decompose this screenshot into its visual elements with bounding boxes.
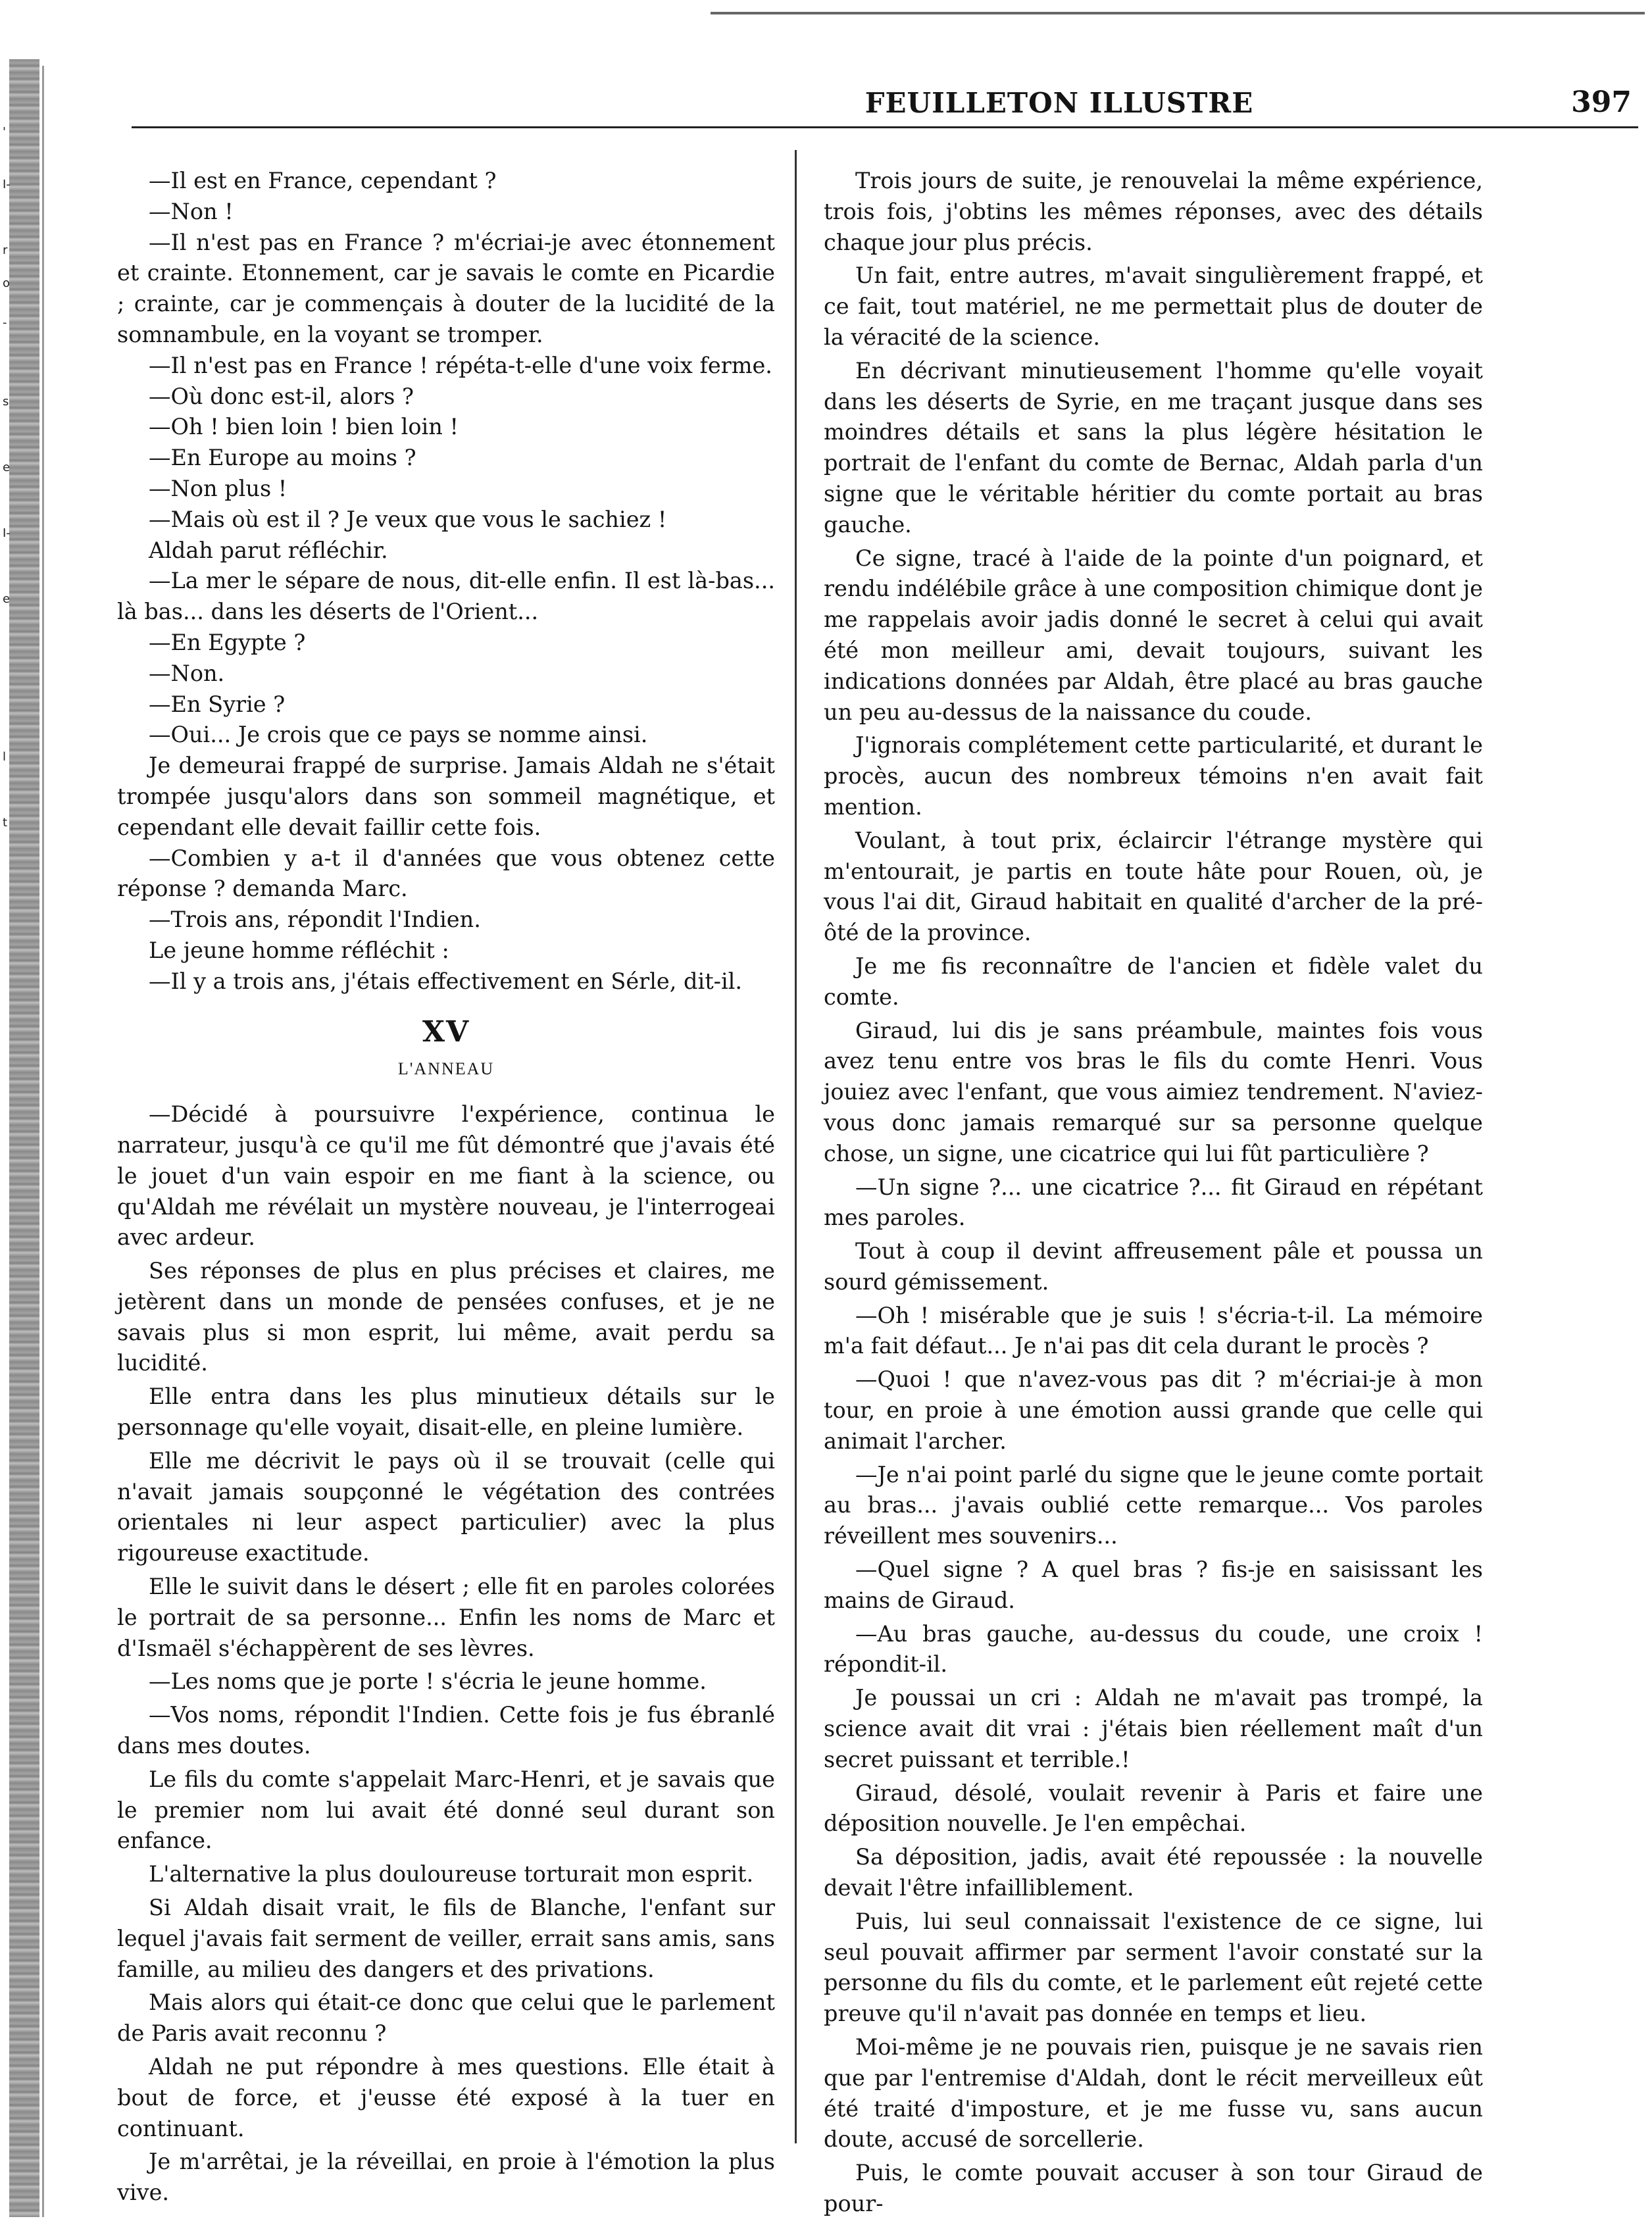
paragraph: —En Syrie ? — [149, 691, 286, 717]
column-divider — [795, 150, 797, 2143]
paragraph: L'alternative la plus douloureuse torturait mon esprit. — [149, 1861, 754, 1887]
paragraph: Le jeune homme réfléchit : — [149, 937, 449, 963]
paragraph: —Non. — [149, 660, 225, 686]
paragraph: Moi-même je ne pouvais rien, puisque je ne savais rien que par l'entremise d'Aldah, dont le récit merveilleux eût été traité d'imposture, et je me fusse vu, sans aucun doute, accusé de sorcellerie. — [824, 2034, 1483, 2153]
paragraph: Aldah parut réfléchir. — [149, 537, 388, 563]
paragraph: Puis, lui seul connaissait l'existence de ce signe, lui seul pouvait affirmer par serment l'avoir constaté sur la personne du fils du comte, et le parlement eût rejeté cette preuve qu'il n'avait pas donnée en temps et lieu. — [824, 1908, 1483, 2027]
paragraph: Giraud, désolé, voulait revenir à Paris et faire une déposition nouvelle. Je l'en empêchai. — [824, 1780, 1483, 1837]
paragraph: Un fait, entre autres, m'avait singulièrement frappé, et ce fait, tout matériel, ne me permettait plus de douter de la véracité de la science. — [824, 262, 1483, 350]
paragraph: En décrivant minutieusement l'homme qu'elle voyait dans les déserts de Syrie, en me traçant jusque dans ses moindres détails et sans la plus légère hésitation le portrait de l'enfant du comte de Bernac, Aldah parla d'un signe que le véritable héritier du comte portait au bras gauche. — [824, 357, 1483, 537]
paragraph: —Non ! — [149, 198, 234, 224]
paragraph: Je demeurai frappé de surprise. Jamais Aldah ne s'était trompée jusqu'alors dans son sommeil magnétique, et cependant elle devait faillir cette fois. — [117, 753, 775, 840]
margin-mark: - — [3, 316, 7, 330]
paragraph: —Non plus ! — [149, 475, 288, 501]
paragraph: —Trois ans, répondit l'Indien. — [149, 907, 481, 933]
paragraph: Je m'arrêtai, je la réveillai, en proie à l'émotion la plus vive. — [117, 2149, 775, 2206]
margin-mark: l — [3, 750, 7, 764]
margin-mark: I- — [3, 526, 11, 540]
paragraph: Elle entra dans les plus minutieux détails sur le personnage qu'elle voyait, disait-elle, en pleine lumière. — [117, 1384, 775, 1441]
paragraph: Elle le suivit dans le désert ; elle fit en paroles colorées le portrait de sa personne... Enfin les noms de Marc et d'Ismaël s'échappèrent de ses lèvres. — [117, 1574, 775, 1661]
paragraph: Le fils du comte s'appelait Marc-Henri, et je savais que le premier nom lui avait été donné seul durant son enfance. — [117, 1766, 775, 1854]
margin-mark: t — [3, 816, 8, 830]
paragraph: —Les noms que je porte ! s'écria le jeune homme. — [149, 1668, 707, 1695]
binding-edge — [9, 59, 39, 2217]
paragraph: —La mer le sépare de nous, dit-elle enfin. Il est là-bas... là bas... dans les déserts de l'Orient... — [117, 568, 775, 625]
margin-mark: ' — [3, 125, 6, 139]
top-rule — [711, 12, 1645, 14]
margin-mark: e — [3, 461, 11, 474]
paragraph: —Oh ! misérable que je suis ! s'écria-t-il. La mémoire m'a fait défaut... Je n'ai pas dit cela durant le procès ? — [824, 1302, 1483, 1359]
page-title: FEUILLETON ILLUSTRE — [864, 87, 1254, 119]
page-header — [132, 80, 1638, 128]
binding-line — [42, 66, 44, 2217]
paragraph: Voulant, à tout prix, éclaircir l'étrange mystère qui m'entourait, je partis en toute hâte pour Rouen, où, je vous l'ai dit, Giraud habitait en qualité d'archer de la pré-ôté de la province. — [824, 827, 1483, 946]
left-column — [117, 166, 775, 2211]
paragraph: Elle me décrivit le pays où il se trouvait (celle qui n'avait jamais soupçonné le végétation des contrées orientales ni leur aspect particulier) avec la plus rigoureuse exactitude. — [117, 1447, 775, 1566]
paragraph: —Il n'est pas en France ! répéta-t-elle d'une voix ferme. — [149, 352, 772, 378]
margin-mark: e — [3, 592, 11, 606]
chapter-title: L'ANNEAU — [397, 1059, 495, 1079]
paragraph: —Il est en France, cependant ? — [149, 168, 497, 193]
paragraph: —Quoi ! que n'avez-vous pas dit ? m'écriai-je à mon tour, en proie à une émotion aussi grande que celle qui animait l'archer. — [824, 1366, 1483, 1454]
paragraph: —Je n'ai point parlé du signe que le jeune comte portait au bras... j'avais oublié cette remarque... Vos paroles réveillent mes souvenirs... — [824, 1461, 1483, 1549]
chapter-number: XV — [422, 1014, 470, 1049]
paragraph: Trois jours de suite, je renouvelai la même expérience, trois fois, j'obtins les mêmes réponses, avec des détails chaque jour plus précis. — [824, 168, 1483, 255]
paragraph: —Il y a trois ans, j'étais effectivement en Sérle, dit-il. — [149, 968, 743, 994]
paragraph: —Vos noms, répondit l'Indien. Cette fois je fus ébranlé dans mes doutes. — [117, 1702, 775, 1759]
margin-mark: s — [3, 395, 9, 409]
paragraph: —Combien y a-t il d'années que vous obtenez cette réponse ? demanda Marc. — [117, 845, 775, 902]
paragraph: —Oh ! bien loin ! bien loin ! — [149, 414, 459, 440]
paragraph: Giraud, lui dis je sans préambule, maintes fois vous avez tenu entre vos bras le fils du comte Henri. Vous jouiez avec l'enfant, que vous aimiez tendrement. N'aviez-vous donc jamais remarqué sur sa personne quelque chose, un signe, une cicatrice qui lui fût particulière ? — [824, 1017, 1483, 1166]
paragraph: Aldah ne put répondre à mes questions. Elle était à bout de force, et j'eusse été exposé à la tuer en continuant. — [117, 2054, 775, 2141]
margin-mark: I- — [3, 178, 11, 191]
paragraph: —En Egypte ? — [149, 629, 306, 655]
paragraph: —En Europe au moins ? — [149, 445, 416, 471]
paragraph: Ses réponses de plus en plus précises et claires, me jetèrent dans un monde de pensées confuses, et je ne savais plus si mon esprit, lui même, avait perdu sa lucidité. — [117, 1258, 775, 1376]
paragraph: —Oui... Je crois que ce pays se nomme ainsi. — [149, 722, 648, 748]
paragraph: Sa déposition, jadis, avait été repoussée : la nouvelle devait l'être infailliblement. — [824, 1844, 1483, 1901]
margin-mark: r — [3, 243, 8, 257]
paragraph: Je me fis reconnaître de l'ancien et fidèle valet du comte. — [824, 953, 1483, 1010]
right-column — [824, 166, 1483, 2222]
paragraph: Puis, le comte pouvait accuser à son tour Giraud de pour- — [824, 2160, 1483, 2216]
paragraph: Tout à coup il devint affreusement pâle et poussa un sourd gémissement. — [824, 1238, 1483, 1295]
paragraph: Si Aldah disait vrait, le fils de Blanche, l'enfant sur lequel j'avais fait serment de veiller, errait sans amis, sans famille, au milieu des dangers et des privations. — [117, 1895, 775, 1982]
paragraph: Ce signe, tracé à l'aide de la pointe d'un poignard, et rendu indélébile grâce à une composition chimique dont je me rappelais avoir jadis donné le secret à celui qui avait été mon meilleur ami, devait toujours, suivant les indications données par Aldah, être placé au bras gauche un peu au-dessus de la naissance du coude. — [824, 545, 1483, 725]
paragraph: —Décidé à poursuivre l'expérience, continua le narrateur, jusqu'à ce qu'il me fût démontré que j'avais été le jouet d'un vain espoir en me fiant à la science, ou qu'Aldah me révélait un mystère nouveau, je l'interrogeai avec ardeur. — [117, 1101, 775, 1251]
paragraph: Je poussai un cri : Aldah ne m'avait pas trompé, la science avait dit vrai : j'étais bien réellement maît d'un secret puissant et terrible.! — [824, 1685, 1483, 1772]
paragraph: —Quel signe ? A quel bras ? fis-je en saisissant les mains de Giraud. — [824, 1557, 1483, 1613]
margin-mark: o — [3, 276, 11, 290]
paragraph: Mais alors qui était-ce donc que celui que le parlement de Paris avait reconnu ? — [117, 1989, 775, 2047]
paragraph: —Au bras gauche, au-dessus du coude, une croix ! répondit-il. — [824, 1620, 1483, 1678]
paragraph: —Où donc est-il, alors ? — [149, 383, 414, 409]
paragraph: J'ignorais complétement cette particularité, et durant le procès, aucun des nombreux témoins n'en avait fait mention. — [824, 732, 1483, 820]
paragraph: —Mais où est il ? Je veux que vous le sachiez ! — [149, 506, 667, 532]
paragraph: —Un signe ?... une cicatrice ?... fit Giraud en répétant mes paroles. — [824, 1174, 1483, 1231]
paragraph: —Il n'est pas en France ? m'écriai-je avec étonnement et crainte. Etonnement, car je savais le comte en Picardie ; crainte, car je commençais à douter de la lucidité de la somnambule, en la voyant se tromper. — [117, 229, 775, 347]
page-number: 397 — [1571, 86, 1632, 119]
